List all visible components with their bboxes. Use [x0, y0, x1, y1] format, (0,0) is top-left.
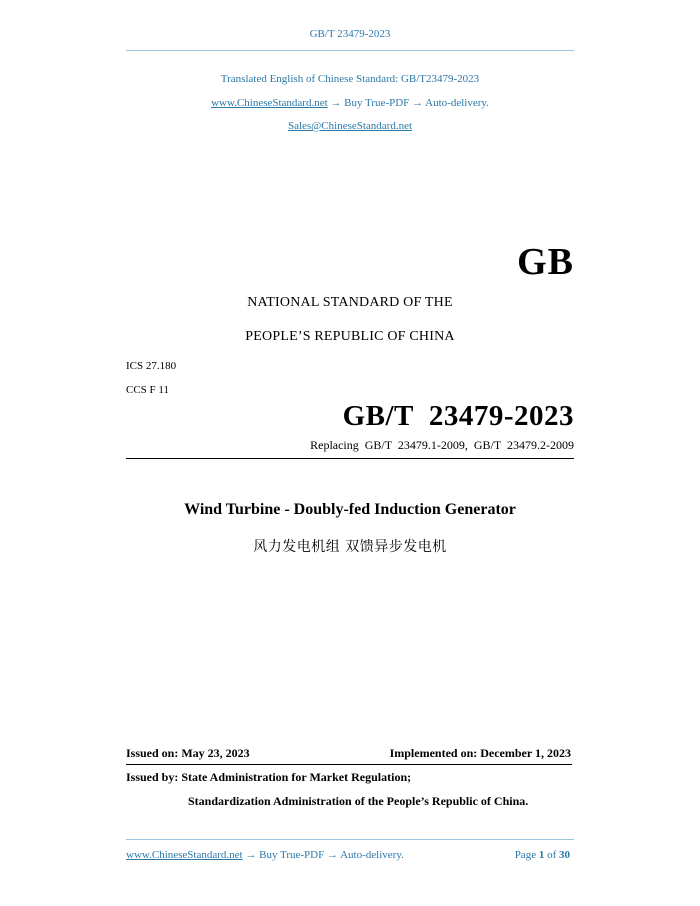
purchase-line	[0, 97, 700, 109]
issuance-divider	[126, 764, 572, 765]
site-link[interactable]: www.ChineseStandard.net	[211, 97, 328, 109]
national-standard-line2: PEOPLE’S REPUBLIC OF CHINA	[245, 329, 455, 344]
title-chinese: 风力发电机组 双馈异步发电机	[253, 539, 447, 555]
gb-logo: GB	[517, 241, 574, 283]
page-prefix: Page	[514, 849, 537, 861]
national-standard-line1: NATIONAL STANDARD OF THE	[247, 295, 453, 310]
ics-code: ICS 27.180	[126, 360, 177, 372]
issued-on-date: Issued on: May 23, 2023	[126, 746, 250, 760]
footer-purchase-text: → Buy True-PDF → Auto-delivery.	[242, 849, 404, 861]
page-indicator	[515, 849, 570, 861]
standard-number: GB/T 23479-2023	[342, 400, 574, 432]
purchase-text: → Buy True-PDF → Auto-delivery.	[327, 97, 489, 109]
issued-by-line1: Issued by: State Administration for Market Regulation;	[126, 770, 412, 784]
email-line	[0, 120, 700, 132]
standard-divider	[126, 458, 574, 459]
page-current: 1	[538, 849, 545, 861]
footer-divider	[126, 839, 574, 840]
issued-by-line2: Standardization Administration of the People’s Republic of China.	[188, 794, 529, 808]
email-link[interactable]: Sales@ChineseStandard.net	[287, 120, 413, 132]
implemented-on-date: Implemented on: December 1, 2023	[389, 746, 571, 760]
page-of: of	[547, 849, 557, 861]
translation-notice: Translated English of Chinese Standard: GB/T23479-2023	[220, 73, 480, 85]
footer-site-link[interactable]: www.ChineseStandard.net	[126, 849, 243, 861]
header-standard-code: GB/T 23479-2023	[309, 28, 391, 40]
replacing-note: Replacing GB/T 23479.1-2009, GB/T 23479.2-2009	[310, 438, 574, 452]
title-english: Wind Turbine - Doubly-fed Induction Generator	[184, 501, 516, 518]
header-divider	[126, 50, 574, 51]
page-total: 30	[559, 849, 570, 861]
ccs-code: CCS F 11	[126, 384, 170, 396]
footer-purchase-line	[126, 849, 404, 861]
